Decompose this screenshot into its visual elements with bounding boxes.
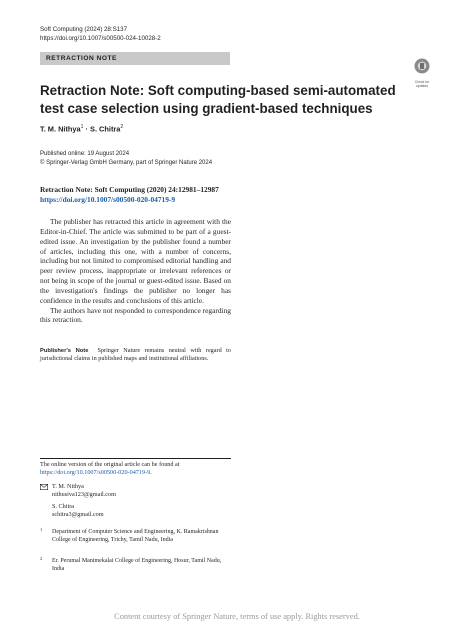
body-paragraph: The publisher has retracted this article in agreement with the Editor-in-Chief. The article was submitted to be part of a guest-edited issue. An investigation by the publisher found a number of articles, including this one, with a number of concerns, including but not limited to compromised editorial handling and peer review process, inappropriate or irrelevant references or not being in scope of the journal or guest-edited issue. Based on the investigation's findings the publisher no longer has confidence in the results and conclusions of this article. [40, 217, 231, 305]
body-paragraph: The authors have not responded to correspondence regarding this retraction. [40, 305, 231, 325]
check-for-updates-label: Check for updates [414, 80, 430, 88]
author-list [40, 124, 123, 133]
check-for-updates-icon [409, 57, 435, 75]
corr-author-name: T. M. Nithya [52, 483, 84, 490]
affiliation-marker: 1 [80, 124, 84, 130]
author-name[interactable]: S. Chitra [90, 124, 121, 134]
copyright-line: © Springer-Verlag GmbH Germany, part of Springer Nature 2024 [40, 159, 213, 166]
original-citation: Retraction Note: Soft Computing (2020) 24:12981–12987 [40, 185, 219, 194]
article-doi[interactable]: https://doi.org/10.1007/s00500-024-10028-2 [40, 35, 161, 42]
corresponding-author [52, 483, 116, 499]
online-version-period: . [150, 469, 152, 477]
affiliation-number: 2 [40, 556, 43, 561]
online-version-note [40, 461, 231, 477]
second-author-contact [52, 503, 104, 519]
author-email[interactable]: schitra3@gmail.com [52, 511, 104, 519]
published-date: Published online: 19 August 2024 [40, 151, 130, 157]
journal-citation: Soft Computing (2024) 28:S137 [40, 26, 128, 33]
affiliation-number: 1 [40, 527, 43, 532]
original-article-reference [40, 185, 240, 204]
publishers-note [40, 347, 231, 364]
affiliation: Department of Computer Science and Engineering, K. Ramakrishnan College of Engineering, Trichy, Tamil Nadu, India [52, 529, 219, 543]
publishers-note-label: Publisher's Note [40, 348, 89, 354]
online-version-link[interactable]: https://doi.org/10.1007/s00500-020-04719-9 [40, 469, 151, 477]
publishers-note-text: Springer Nature remains neutral with regard to jurisdictional claims in published maps and institutional affiliations. [40, 347, 231, 363]
author-name[interactable]: T. M. Nithya [40, 124, 81, 134]
author-name: S. Chitra [52, 503, 75, 510]
original-doi-link[interactable]: https://doi.org/10.1007/s00500-020-04719-9 [40, 194, 176, 204]
online-version-text: The online version of the original article can be found at [40, 461, 180, 468]
footnote-divider [40, 458, 231, 459]
affiliation-marker: 2 [120, 124, 124, 130]
retraction-body [40, 217, 231, 325]
check-for-updates-badge[interactable] [409, 57, 435, 88]
courtesy-notice: Content courtesy of Springer Nature, terms of use apply. Rights reserved. [114, 612, 360, 621]
article-title: Retraction Note: Soft computing-based semi-automated test case selection using gradient-based techniques [40, 83, 396, 116]
article-type-banner: RETRACTION NOTE [40, 52, 230, 65]
envelope-icon [40, 484, 48, 490]
author-separator: · [83, 124, 91, 134]
publication-info [40, 150, 212, 167]
affiliation: Er. Perumal Manimekalai College of Engineering, Hosur, Tamil Nadu, India [52, 558, 222, 572]
corr-author-email[interactable]: nithusiva123@gmail.com [52, 491, 116, 499]
